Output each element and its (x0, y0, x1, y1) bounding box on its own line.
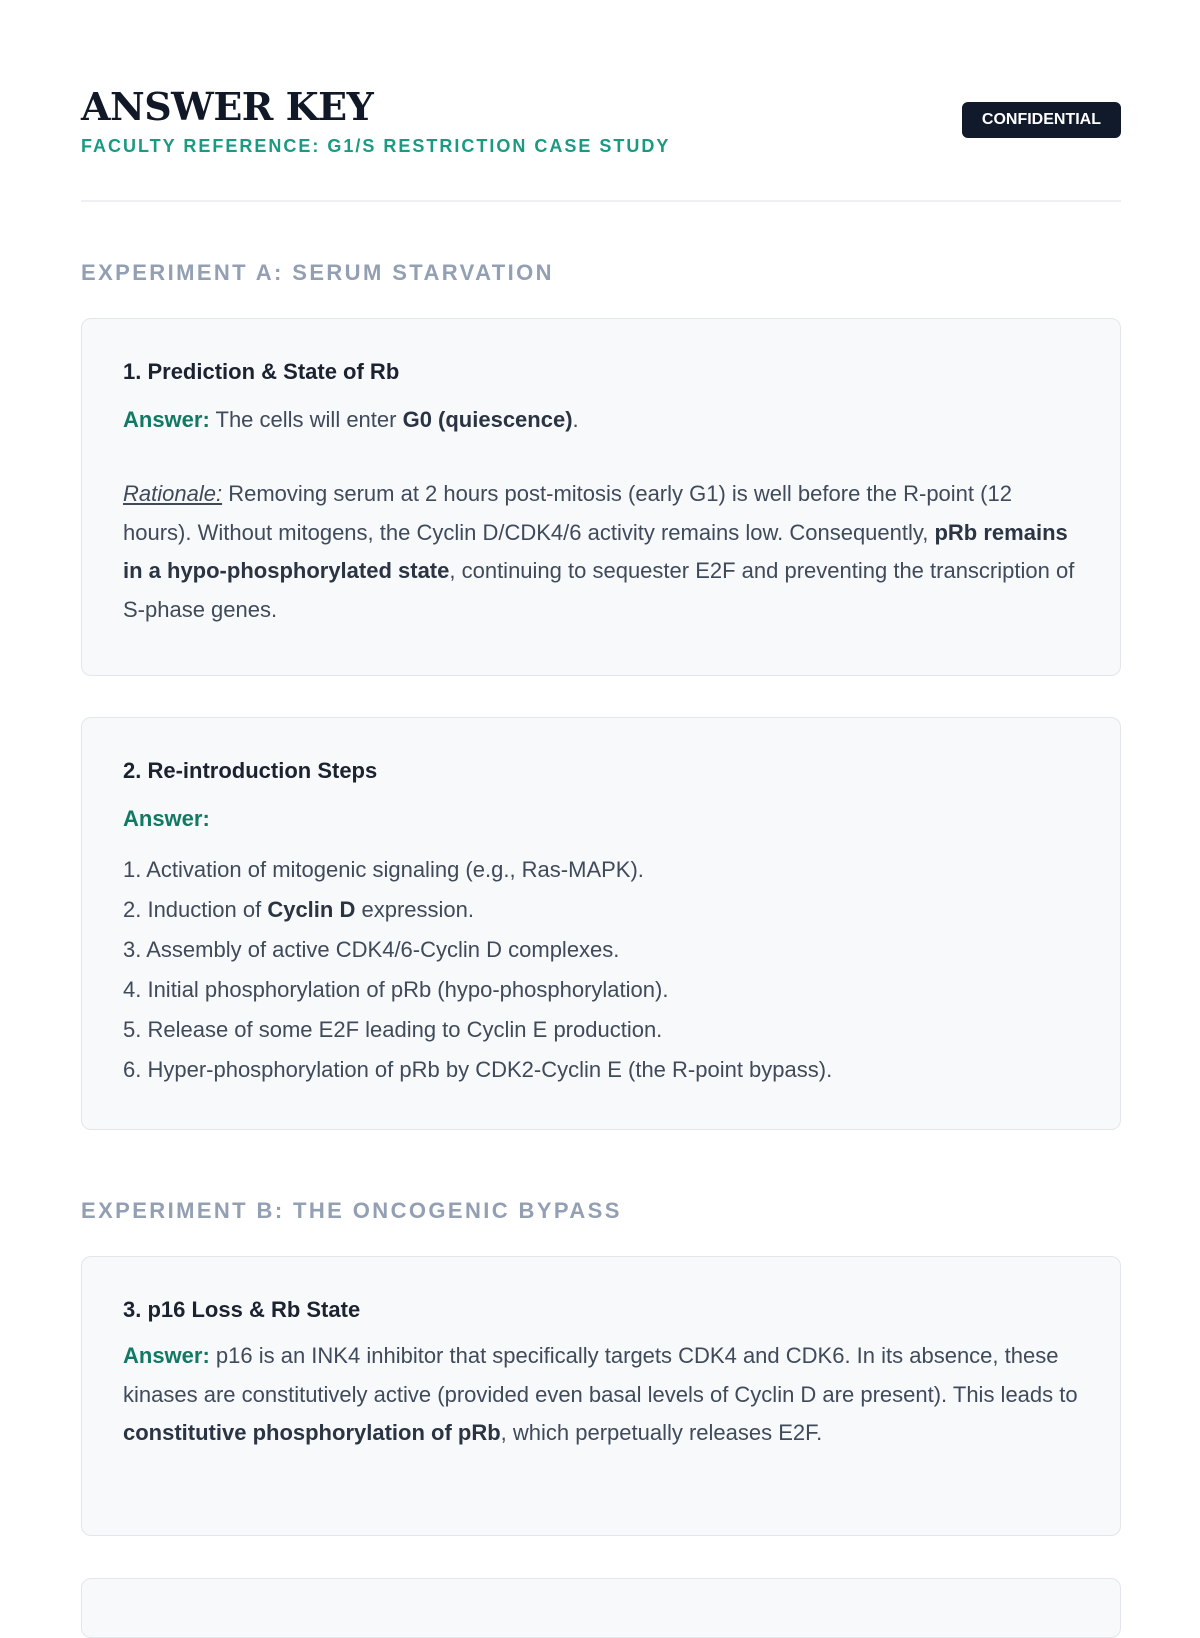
answer-emphasis: G0 (quiescence) (402, 407, 573, 432)
answer-label: Answer: (123, 407, 210, 432)
answer-text (123, 1337, 1080, 1453)
question-card-1 (81, 318, 1121, 676)
list-item (123, 890, 1080, 930)
list-item (123, 1010, 1080, 1050)
answer-label: Answer: (123, 1343, 210, 1368)
steps-list (123, 850, 1080, 1090)
answer-text (123, 804, 1080, 834)
question-title: 3. p16 Loss & Rb State (123, 1297, 361, 1322)
step-emphasis: Cyclin D (267, 897, 356, 922)
answer-text-part: The cells will enter (209, 407, 403, 432)
question-card-4 (81, 1578, 1121, 1638)
step-text: expression. (355, 897, 474, 922)
answer-text-part: p16 is an INK4 inhibitor that specifically targets CDK4 and CDK6. In its absence, these kinases are constitutively active (provided even basal levels of Cyclin D are present). This leads to (123, 1343, 1078, 1407)
list-item (123, 970, 1080, 1010)
answer-label: Answer: (123, 806, 210, 831)
header-divider (81, 200, 1121, 202)
question-card-2 (81, 717, 1121, 1130)
question-title: 2. Re-introduction Steps (123, 758, 378, 783)
step-text: 6. Hyper-phosphorylation of pRb by CDK2-Cyclin E (the R-point bypass). (123, 1057, 833, 1082)
answer-text-part: . (572, 407, 579, 432)
page-subtitle: FACULTY REFERENCE: G1/S RESTRICTION CASE STUDY (81, 136, 671, 156)
page-title: ANSWER KEY (81, 84, 374, 129)
rationale-text-part: , continuing to sequester E2F and preventing the transcription of S-phase genes. (123, 558, 1075, 622)
rationale-label: Rationale: (123, 481, 223, 506)
answer-emphasis: constitutive phosphorylation of pRb (123, 1420, 501, 1445)
step-text: 2. Induction of (123, 897, 268, 922)
page-header (81, 84, 1121, 204)
list-item (123, 930, 1080, 970)
rationale-text (123, 475, 1080, 629)
answer-text (123, 405, 1080, 435)
question-title: 1. Prediction & State of Rb (123, 359, 400, 384)
rationale-emphasis: pRb remains in a hypo-phosphorylated state (123, 519, 1068, 583)
section-heading-experiment-a: EXPERIMENT A: SERUM STARVATION (81, 260, 554, 285)
list-item (123, 850, 1080, 890)
confidential-badge: CONFIDENTIAL (962, 102, 1121, 138)
section-heading-experiment-b: EXPERIMENT B: THE ONCOGENIC BYPASS (81, 1198, 622, 1223)
step-text: 1. Activation of mitogenic signaling (e.g., Ras-MAPK). (123, 857, 644, 882)
step-text: 4. Initial phosphorylation of pRb (hypo-phosphorylation). (123, 977, 669, 1002)
rationale-text-part: Removing serum at 2 hours post-mitosis (early G1) is well before the R-point (12 hours). Without mitogens, the Cyclin D/CDK4/6 activity remains low. Consequently, (123, 481, 1012, 545)
step-text: 5. Release of some E2F leading to Cyclin E production. (123, 1017, 663, 1042)
list-item (123, 1050, 1080, 1090)
question-card-3 (81, 1256, 1121, 1536)
answer-text-part: , which perpetually releases E2F. (500, 1420, 823, 1445)
step-text: 3. Assembly of active CDK4/6-Cyclin D complexes. (123, 937, 620, 962)
